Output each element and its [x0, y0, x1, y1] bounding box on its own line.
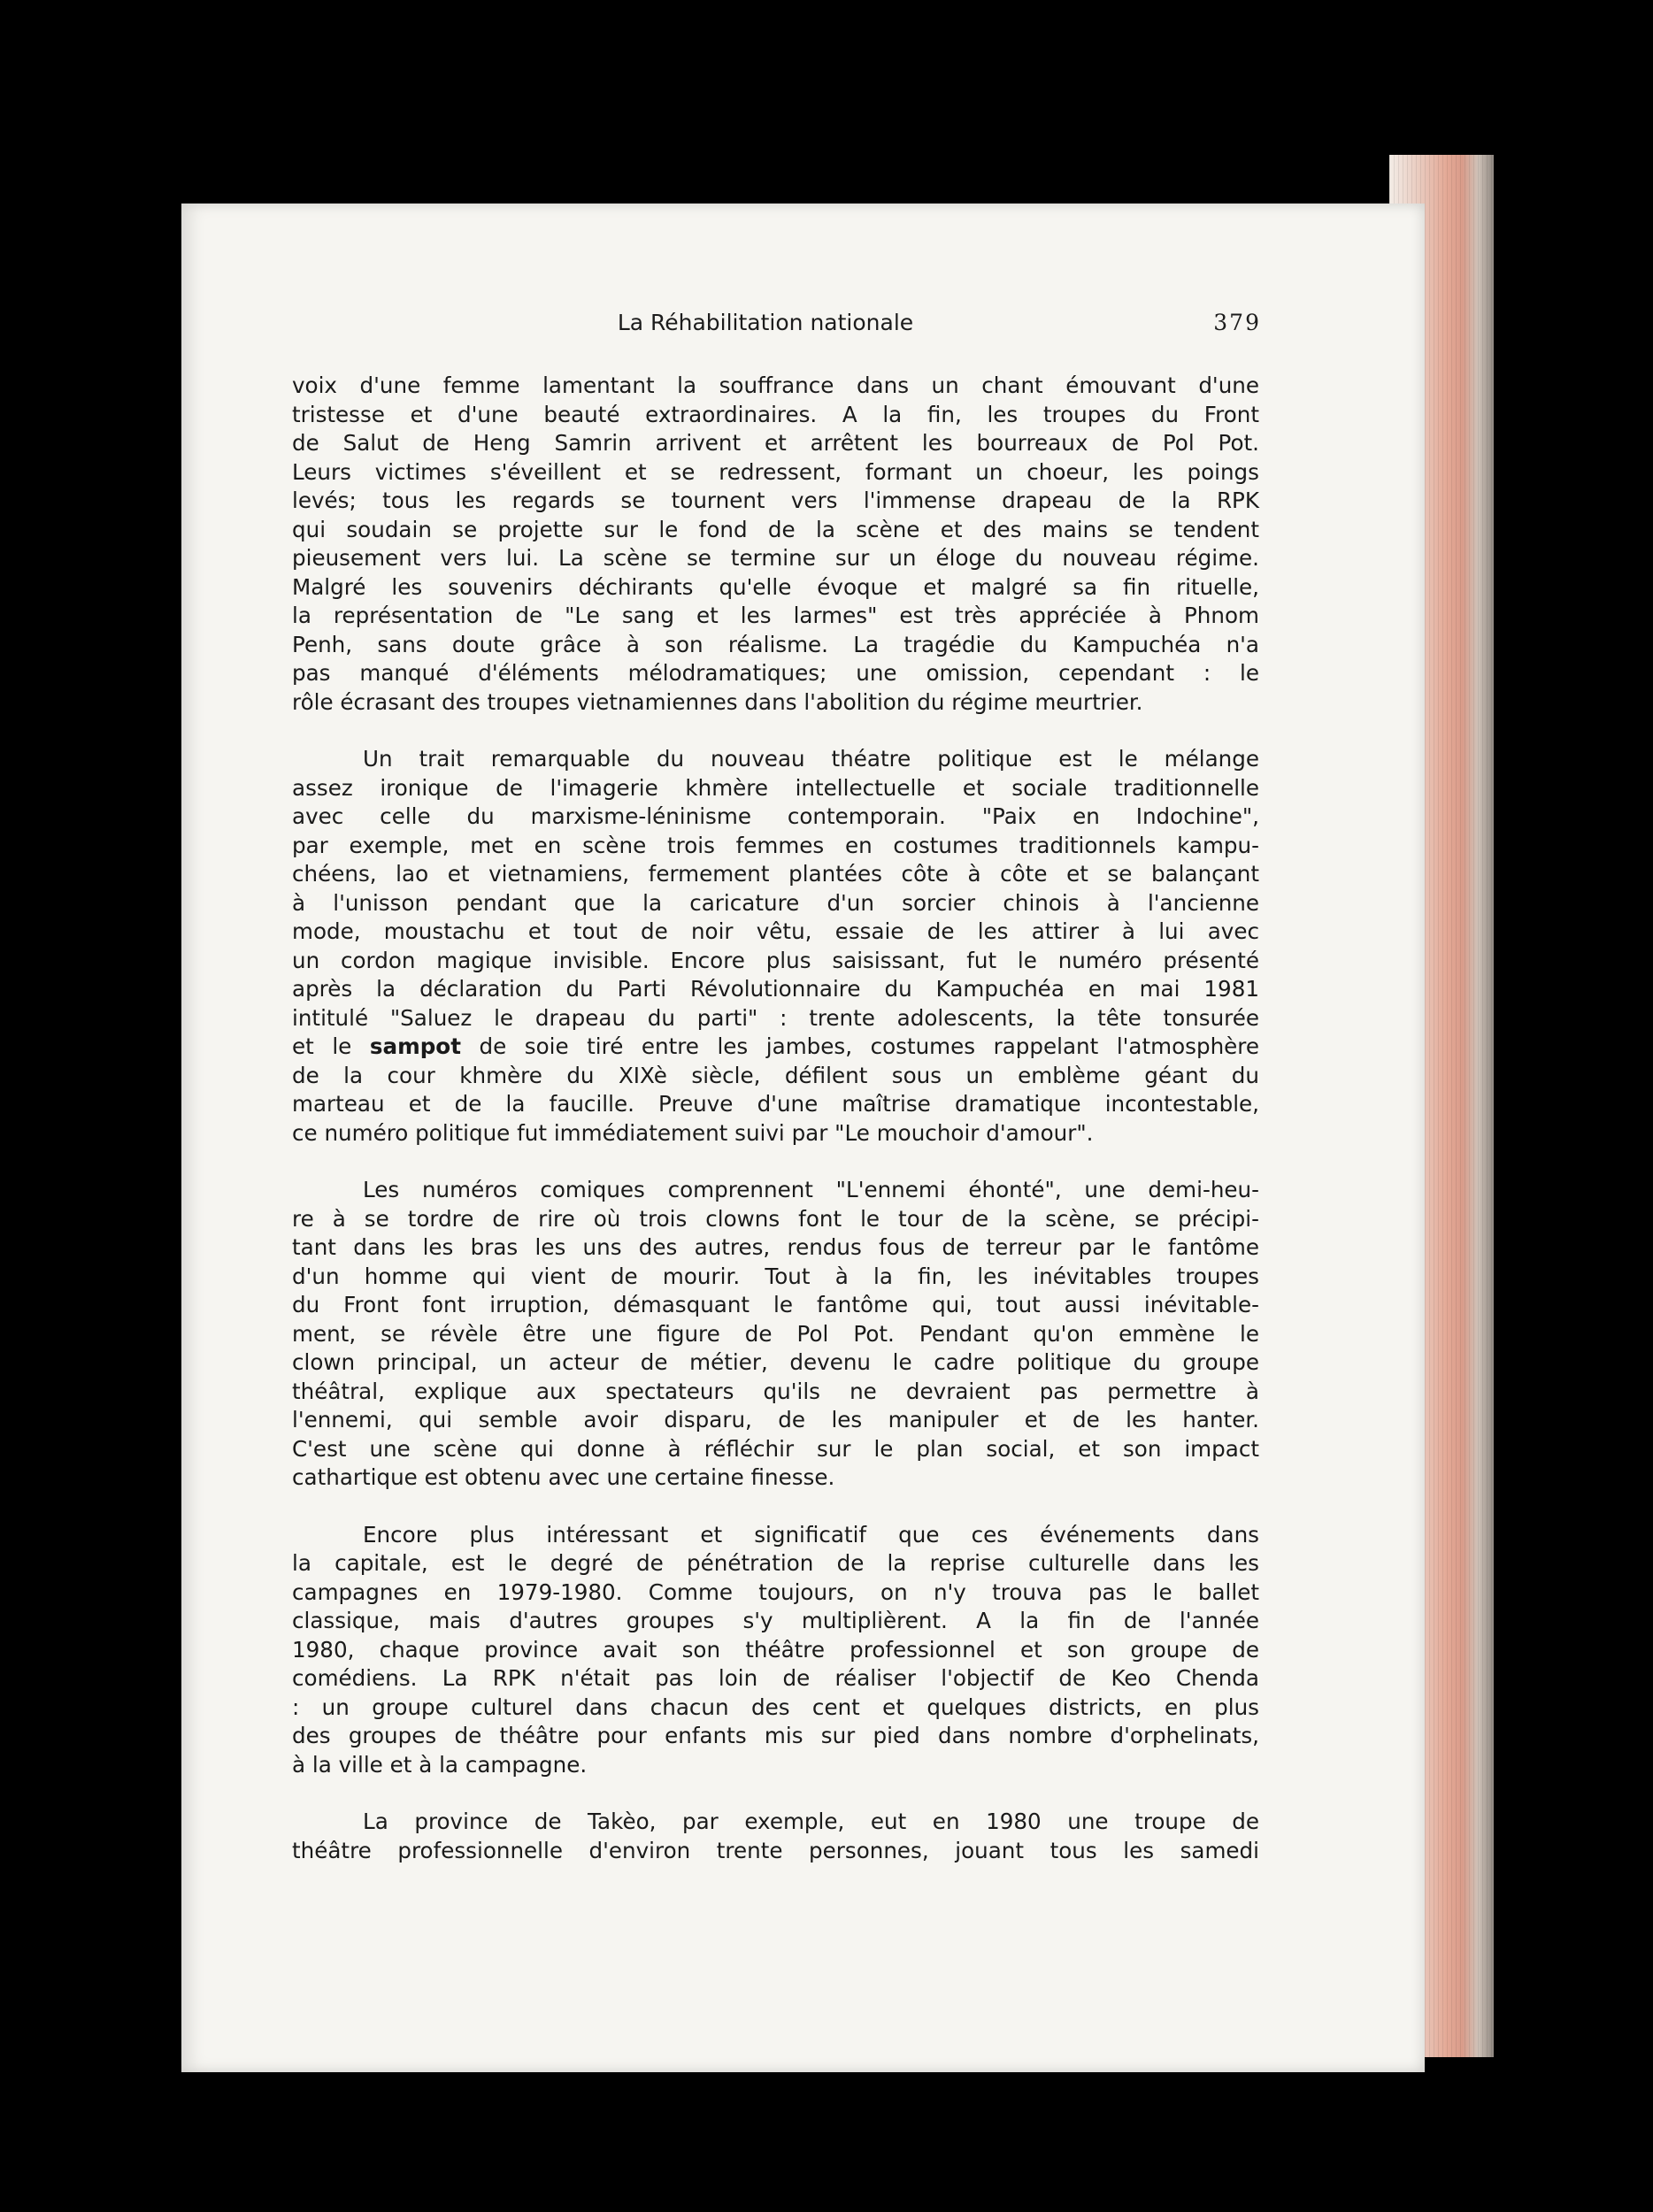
text-line: Les numéros comiques comprennent "L'ennemi éhonté", une demi-heu- — [363, 1177, 1259, 1202]
text-line: comédiens. La RPK n'était pas loin de réaliser l'objectif de Keo Chenda — [292, 1665, 1259, 1691]
text-line: théâtre professionnelle d'environ trente personnes, jouant tous les samedi — [292, 1837, 1259, 1863]
text-line: Leurs victimes s'éveillent et se redressent, formant un choeur, les poings — [292, 458, 1259, 485]
text-line: Penh, sans doute grâce à son réalisme. La tragédie du Kampuchéa n'a — [292, 631, 1259, 657]
text-line: des groupes de théâtre pour enfants mis sur pied dans nombre d'orphelinats, — [292, 1723, 1259, 1748]
paragraph-5 — [292, 1808, 1259, 1865]
text-line: assez ironique de l'imagerie khmère intellectuelle et sociale traditionnelle — [292, 774, 1259, 801]
text-line: ment, se révèle être une figure de Pol Pot. Pendant qu'on emmène le — [292, 1320, 1259, 1347]
text-line: marteau et de la faucille. Preuve d'une maîtrise dramatique incontestable, — [292, 1091, 1259, 1117]
paragraph-2 — [292, 745, 1259, 1148]
text-line: 1980, chaque province avait son théâtre professionnel et son groupe de — [292, 1636, 1259, 1663]
text-line: et le sampot de soie tiré entre les jambes, costumes rappelant l'atmosphère — [292, 1033, 1259, 1059]
text-line: chéens, lao et vietnamiens, fermement plantées côte à côte et se balançant — [292, 861, 1259, 887]
text-line: : un groupe culturel dans chacun des cent et quelques districts, en plus — [292, 1694, 1259, 1720]
text-line: qui soudain se projette sur le fond de la scène et des mains se tendent — [292, 516, 1259, 542]
text-line: d'un homme qui vient de mourir. Tout à la fin, les inévitables troupes — [292, 1263, 1259, 1289]
text-line: C'est une scène qui donne à réfléchir sur le plan social, et son impact — [292, 1435, 1259, 1462]
text-line: la représentation de "Le sang et les larmes" est très appréciée à Phnom — [292, 603, 1259, 628]
text-line: à l'unisson pendant que la caricature d'un sorcier chinois à l'ancienne — [292, 889, 1259, 916]
chapter-title: La Réhabilitation nationale — [617, 310, 914, 335]
text-line: l'ennemi, qui semble avoir disparu, de les manipuler et de les hanter. — [292, 1407, 1259, 1432]
page-number: 379 — [1213, 310, 1261, 335]
text-line: mode, moustachu et tout de noir vêtu, essaie de les attirer à lui avec — [292, 918, 1259, 944]
text-line: Malgré les souvenirs déchirants qu'elle évoque et malgré sa fin rituelle, — [292, 573, 1259, 600]
bold-term: sampot — [369, 1033, 461, 1059]
text-line: la capitale, est le degré de pénétration de la reprise culturelle dans les — [292, 1550, 1259, 1576]
text-line: re à se tordre de rire où trois clowns font le tour de la scène, se précipi- — [292, 1205, 1259, 1232]
text-line: cathartique est obtenu avec une certaine finesse. — [292, 1464, 835, 1490]
text-line: clown principal, un acteur de métier, devenu le cadre politique du groupe — [292, 1349, 1259, 1375]
text-line: voix d'une femme lamentant la souffrance dans un chant émouvant d'une — [292, 373, 1259, 398]
text-line: pieusement vers lui. La scène se termine sur un éloge du nouveau régime. — [292, 545, 1259, 571]
text-line: campagnes en 1979-1980. Comme toujours, on n'y trouva pas le ballet — [292, 1578, 1259, 1605]
text-line: après la déclaration du Parti Révolutionnaire du Kampuchéa en mai 1981 — [292, 976, 1259, 1002]
text-line: avec celle du marxisme-léninisme contemporain. "Paix en Indochine", — [292, 803, 1259, 829]
text-line: de la cour khmère du XIXè siècle, défilent sous un emblème géant du — [292, 1062, 1259, 1088]
text-line: Un trait remarquable du nouveau théatre politique est le mélange — [363, 746, 1259, 772]
text-line: ce numéro politique fut immédiatement suivi par "Le mouchoir d'amour". — [292, 1119, 1094, 1146]
running-header — [270, 310, 1261, 345]
paragraph-3 — [292, 1176, 1259, 1493]
text-line: classique, mais d'autres groupes s'y multiplièrent. A la fin de l'année — [292, 1608, 1259, 1633]
text-line: pas manqué d'éléments mélodramatiques; une omission, cependant : le — [292, 660, 1259, 686]
text-line: tant dans les bras les uns des autres, rendus fous de terreur par le fantôme — [292, 1234, 1259, 1260]
text-line: par exemple, met en scène trois femmes en costumes traditionnels kampu- — [292, 832, 1259, 858]
text-line: théâtral, explique aux spectateurs qu'ils ne devraient pas permettre à — [292, 1378, 1259, 1404]
text-line: La province de Takèo, par exemple, eut en 1980 une troupe de — [363, 1809, 1259, 1834]
text-line: de Salut de Heng Samrin arrivent et arrêtent les bourreaux de Pol Pot. — [292, 430, 1259, 456]
paragraph-4 — [292, 1521, 1259, 1780]
text-line: rôle écrasant des troupes vietnamiennes dans l'abolition du régime meurtrier. — [292, 688, 1143, 715]
text-line: du Front font irruption, démasquant le fantôme qui, tout aussi inévitable- — [292, 1292, 1259, 1317]
paragraph-1 — [292, 372, 1259, 717]
body-text — [292, 372, 1259, 1865]
text-line: levés; tous les regards se tournent vers l'immense drapeau de la RPK — [292, 488, 1259, 513]
text-line: tristesse et d'une beauté extraordinaires. A la fin, les troupes du Front — [292, 401, 1259, 427]
text-line: Encore plus intéressant et significatif que ces événements dans — [363, 1521, 1259, 1548]
text-line: un cordon magique invisible. Encore plus saisissant, fut le numéro présenté — [292, 947, 1259, 973]
text-line: à la ville et à la campagne. — [292, 1751, 588, 1778]
text-line: intitulé "Saluez le drapeau du parti" : trente adolescents, la tête tonsurée — [292, 1004, 1259, 1031]
